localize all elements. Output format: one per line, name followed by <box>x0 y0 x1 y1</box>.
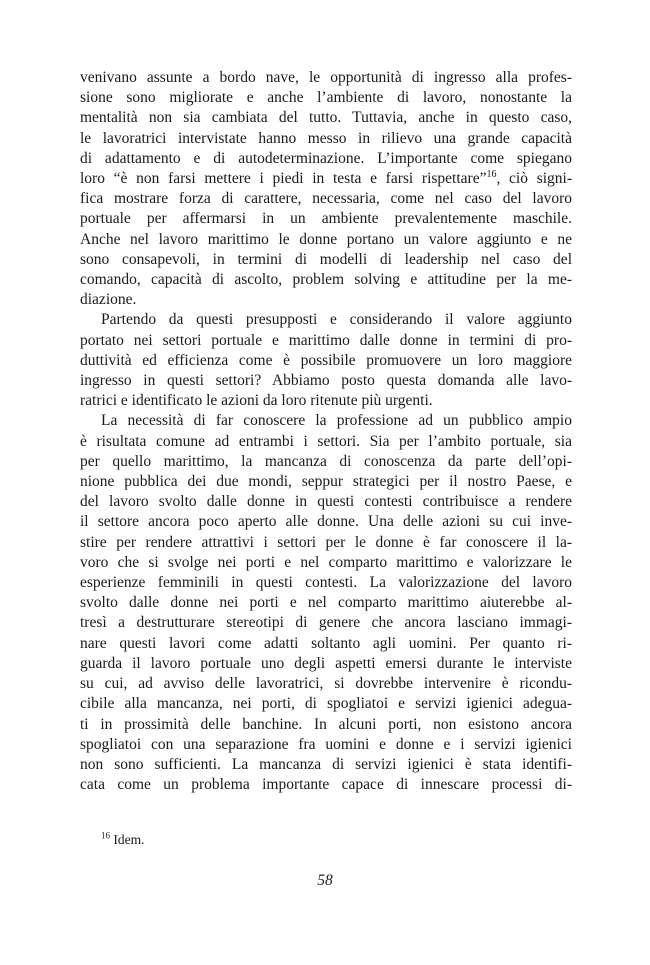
text-line: le lavoratrici intervistate hanno messo in rilievo una grande capacità <box>80 129 572 147</box>
text-line: ingresso in questi settori? Abbiamo posto questa domanda alle lavo- <box>80 372 572 390</box>
footnote-reference: 16 <box>486 168 497 180</box>
text-line: stire per rendere attrattivi i settori per le donne è far conoscere il la- <box>80 533 572 551</box>
text-line: di adattamento e di autodeterminazione. L’importante come spiegano <box>80 149 572 167</box>
footnote-number: 16 <box>101 830 110 841</box>
text-line: ti in prossimità delle banchine. In alcuni porti, non esistono ancora <box>80 715 572 733</box>
text-line: comando, capacità di ascolto, problem solving e attitudine per la me- <box>80 271 572 289</box>
text-line: esperienze femminili in questi contesti. La valorizzazione del lavoro <box>80 574 572 592</box>
text-line: venivano assunte a bordo nave, le opportunità di ingresso alla profes- <box>80 69 572 86</box>
text-line: tresì a destrutturare stereotipi di genere che ancora lasciano immagi- <box>80 614 572 632</box>
text-line: Anche nel lavoro marittimo le donne portano un valore aggiunto e ne <box>80 230 572 248</box>
text-line: fica mostrare forza di carattere, necessaria, come nel caso del lavoro <box>80 190 572 208</box>
text-line: il settore ancora poco aperto alle donne. Una delle azioni su cui inve- <box>80 513 572 531</box>
text-line: ratrici e identificato le azioni da loro ritenute più urgenti. <box>80 392 433 410</box>
text-line: del lavoro svolto dalle donne in questi contesti contribuisce a rendere <box>80 493 572 511</box>
page-number: 58 <box>317 872 333 889</box>
text-line: sione sono migliorate e anche l’ambiente di lavoro, nonostante la <box>80 89 572 107</box>
text-line: La necessità di far conoscere la professione ad un pubblico ampio <box>101 412 572 430</box>
text-line: spogliatoi con una separazione fra uomini e donne e i servizi igienici <box>80 735 572 753</box>
text-line: sono consapevoli, in termini di modelli di leadership nel caso del <box>80 250 572 268</box>
text-line: Partendo da questi presupposti e considerando il valore aggiunto <box>101 311 572 329</box>
text-line: nare questi lavori come adatti soltanto agli uomini. Per quanto ri- <box>80 634 572 652</box>
text-line: mentalità non sia cambiata del tutto. Tuttavia, anche in questo caso, <box>80 109 572 127</box>
text-line: per quello marittimo, la mancanza di conoscenza da parte dell’opi- <box>80 452 572 470</box>
text-line: duttività ed efficienza come è possibile promuovere un loro maggiore <box>80 351 572 369</box>
text-line: diazione. <box>80 291 137 309</box>
text-line: cibile alla mancanza, nei porti, di spogliatoi e servizi igienici adegua- <box>80 695 572 713</box>
text-line: guarda il lavoro portuale uno degli aspetti emersi durante le interviste <box>80 654 572 672</box>
text-line-with-footnote-ref <box>80 169 572 189</box>
footnote <box>101 832 145 848</box>
text-line: cata come un problema importante capace di innescare processi di- <box>80 776 572 794</box>
text-line: è risultata comune ad entrambi i settori. Sia per l’ambito portuale, sia <box>80 432 572 450</box>
text-line: voro che si svolge nei porti e nel comparto marittimo e valorizzare le <box>80 553 572 571</box>
text-line: nione pubblica dei due mondi, seppur strategici per il nostro Paese, e <box>80 473 572 491</box>
text-segment: , ciò signi- <box>496 170 572 188</box>
text-line: portuale per affermarsi in un ambiente prevalentemente maschile. <box>80 210 572 228</box>
text-line: su cui, ad avviso delle lavoratrici, si dovrebbe intervenire è ricondu- <box>80 675 572 693</box>
body-text <box>80 68 572 795</box>
text-line: portato nei settori portuale e marittimo dalle donne in termini di pro- <box>80 331 572 349</box>
text-line: non sono sufficienti. La mancanza di servizi igienici è stata identifi- <box>80 755 572 773</box>
text-segment: loro “è non farsi mettere i piedi in testa e farsi rispettare” <box>80 170 487 188</box>
footnote-text: Idem. <box>110 832 145 847</box>
text-line: svolto dalle donne nei porti e nel comparto marittimo aiuterebbe al- <box>80 594 572 612</box>
